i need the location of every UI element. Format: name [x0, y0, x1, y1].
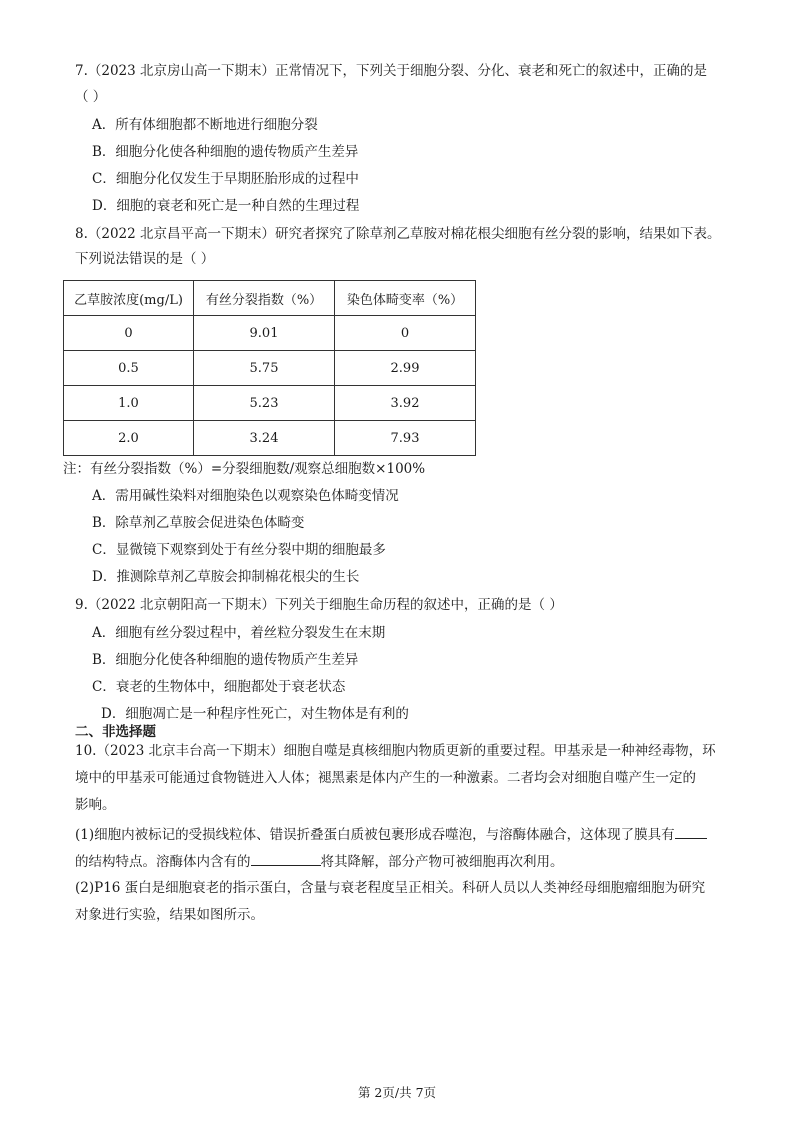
question-10-stem-line3: 影响。: [75, 797, 116, 813]
table-row: [64, 421, 476, 456]
herbicide-data-table: [63, 280, 476, 456]
question-10-part1-line1: [75, 824, 707, 844]
question-7-stem-line1: 7.（2023 北京房山高一下期末）正常情况下，下列关于细胞分裂、分化、衰老和死亡的叙述中，正确的是: [75, 63, 708, 79]
table-cell: 7.93: [335, 421, 476, 456]
answer-blank-1[interactable]: [675, 824, 707, 839]
question-8-stem-line1: 8.（2022 北京昌平高一下期末）研究者探究了除草剂乙草胺对棉花根尖细胞有丝分裂的影响，结果如下表。: [75, 226, 721, 242]
question-9-option-c: C．衰老的生物体中，细胞都处于衰老状态: [92, 679, 346, 695]
question-10-stem-line1: 10.（2023 北京丰台高一下期末）细胞自噬是真核细胞内物质更新的重要过程。甲基汞是一种神经毒物，环: [75, 743, 716, 759]
answer-blank-2[interactable]: [251, 851, 321, 866]
question-10-part2-line2: 对象进行实验，结果如图所示。: [75, 907, 264, 923]
table-cell: 2.0: [64, 421, 194, 456]
question-10-stem-line2: 境中的甲基汞可能通过食物链进入人体；褪黑素是体内产生的一种激素。二者均会对细胞自噬产生一定的: [75, 770, 696, 786]
question-7-stem-line2: （ ）: [75, 89, 107, 105]
question-7-option-d: D．细胞的衰老和死亡是一种自然的生理过程: [92, 198, 360, 214]
part1-text-a: 的结构特点。溶酶体内含有的: [75, 854, 251, 870]
question-8-option-c: C．显微镜下观察到处于有丝分裂中期的细胞最多: [92, 542, 386, 558]
question-9-option-b: B．细胞分化使各种细胞的遗传物质产生差异: [92, 652, 359, 668]
table-header-cell: 有丝分裂指数（%）: [194, 281, 335, 316]
section-heading: 二、非选择题: [75, 724, 156, 740]
table-header-cell: 乙草胺浓度(mg/L): [64, 281, 194, 316]
question-10-part2-line1: (2)P16 蛋白是细胞衰老的指示蛋白，含量与衰老程度呈正相关。科研人员以人类神经母细胞瘤细胞为研究: [75, 880, 706, 896]
table-row: [64, 316, 476, 351]
question-8-option-d: D．推测除草剂乙草胺会抑制棉花根尖的生长: [92, 569, 360, 585]
table-cell: 0.5: [64, 351, 194, 386]
table-cell: 2.99: [335, 351, 476, 386]
table-cell: 5.75: [194, 351, 335, 386]
table-header-cell: 染色体畸变率（%）: [335, 281, 476, 316]
table-cell: 0: [335, 316, 476, 351]
table-cell: 5.23: [194, 386, 335, 421]
question-8-table-note: 注：有丝分裂指数（%）=分裂细胞数/观察总细胞数×100%: [63, 461, 426, 477]
table-cell: 1.0: [64, 386, 194, 421]
part1-text: (1)细胞内被标记的受损线粒体、错误折叠蛋白质被包裹形成吞噬泡，与溶酶体融合，这体现了膜具有: [75, 827, 675, 843]
table-cell: 0: [64, 316, 194, 351]
question-8-stem-line2: 下列说法错误的是（ ）: [75, 251, 215, 267]
question-9-option-a: A．细胞有丝分裂过程中，着丝粒分裂发生在末期: [92, 625, 386, 641]
question-7-option-a: A．所有体细胞都不断地进行细胞分裂: [92, 117, 318, 133]
page-number: 第 2页/共 7页: [357, 1085, 437, 1100]
question-7-option-c: C．细胞分化仅发生于早期胚胎形成的过程中: [92, 171, 359, 187]
table-row: [64, 351, 476, 386]
question-9-stem: 9.（2022 北京朝阳高一下期末）下列关于细胞生命历程的叙述中，正确的是（ ）: [75, 597, 563, 613]
table-cell: 3.24: [194, 421, 335, 456]
table-cell: 3.92: [335, 386, 476, 421]
part1-text-b: 将其降解，部分产物可被细胞再次利用。: [320, 854, 564, 870]
table-cell: 9.01: [194, 316, 335, 351]
table-row: [64, 386, 476, 421]
question-8-option-b: B．除草剂乙草胺会促进染色体畸变: [92, 515, 305, 531]
question-10-part1-line2: [75, 851, 564, 871]
question-8-option-a: A．需用碱性染料对细胞染色以观察染色体畸变情况: [92, 488, 399, 504]
question-9-option-d: D．细胞凋亡是一种程序性死亡，对生物体是有利的: [101, 706, 409, 722]
question-7-option-b: B．细胞分化使各种细胞的遗传物质产生差异: [92, 144, 359, 160]
table-header-row: [64, 281, 476, 316]
